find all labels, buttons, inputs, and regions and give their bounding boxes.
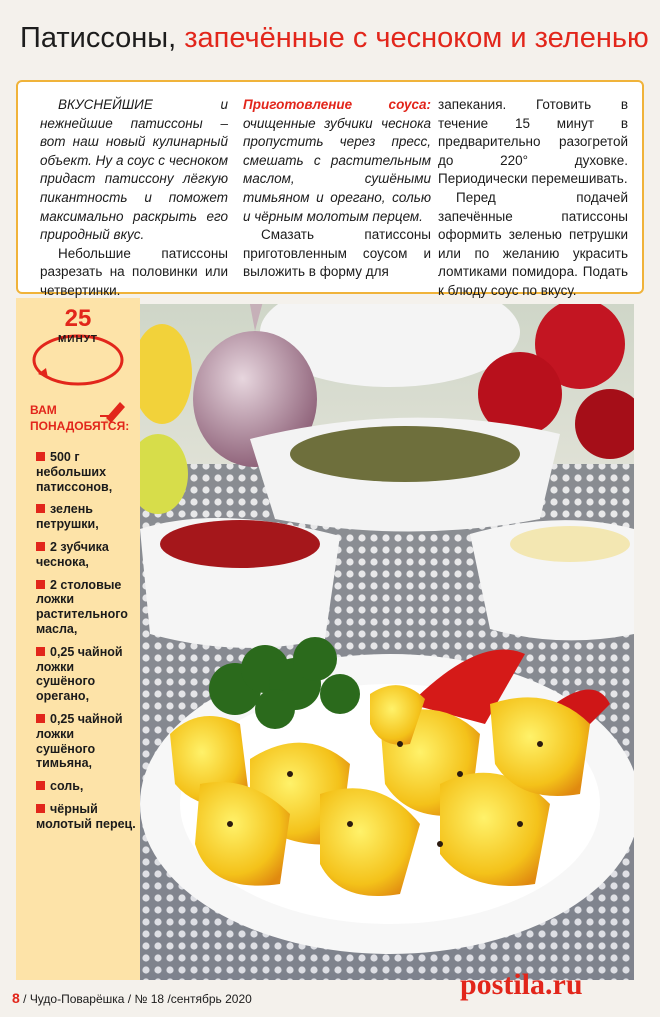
text-column-2 <box>243 96 431 282</box>
time-value: 25 <box>64 305 92 332</box>
cooking-time <box>16 304 140 394</box>
page-number: 8 <box>12 990 20 1006</box>
page-footer: 8 / Чудо-Поварёшка / № 18 /сентябрь 2020 <box>12 990 252 1006</box>
title-accent: запечённые с чесноком и зеленью <box>184 22 649 54</box>
issue-info: № 18 /сентябрь 2020 <box>134 992 252 1006</box>
step-2-continued: запекания. Готовить в течение 15 минут в предварительно разогретой до 220° духовке. Периодически перемешивать. <box>438 97 628 187</box>
ingredient-item: соль, <box>36 779 136 794</box>
intro-paragraph: ВКУСНЕЙШИЕ и нежнейшие патиссоны – вот наш новый кулинарный объект. Ну а соус с чесноком придаст патиссону лёгкую пикантность и поможет максимально раскрыть его природный вкус. <box>40 97 228 243</box>
bullet-icon <box>36 714 45 723</box>
ingredient-item: 500 г небольших патиссонов, <box>36 450 113 494</box>
ingredient-item: 2 зубчика чеснока, <box>36 539 109 569</box>
ingredient-item: зелень петрушки, <box>36 502 99 532</box>
ingredient-item: 2 столовые ложки растительного масла, <box>36 577 128 636</box>
dish-photo <box>140 304 634 980</box>
bullet-icon <box>36 580 45 589</box>
recipe-text-box <box>16 80 644 298</box>
dish-photo-illustration <box>140 304 634 980</box>
sauce-paragraph <box>243 96 431 226</box>
watermark: postila.ru <box>460 968 583 1001</box>
step-3-paragraph: Перед подачей запечённые патиссоны оформить зеленью петрушки или по желанию украсить ломтиками помидора. Подать к блюду соус по вкусу. <box>438 189 628 298</box>
recipe-title <box>20 18 650 58</box>
sauce-text: очищенные зубчики чеснока пропустить через пресс, смешать с растительным маслом, сушёными тимьяном и орегано, солью и чёрным молотым перцем. <box>243 115 431 224</box>
ingredients-list <box>36 450 136 840</box>
sauce-heading: Приготовление соуса: <box>243 97 431 112</box>
text-column-3 <box>438 96 628 301</box>
title-main: Патиссоны, <box>20 22 177 54</box>
ingredient-item: чёрный молотый перец. <box>36 801 136 831</box>
magazine-name: Чудо-Поварёшка <box>29 992 125 1006</box>
step-2-paragraph: Смазать патиссоны приготовленным соусом и выложить в форму для <box>243 227 431 280</box>
ingredients-sidebar <box>16 298 140 980</box>
time-unit: МИНУТ <box>57 334 99 345</box>
step-1-paragraph: Небольшие патиссоны разрезать на половинки или четвертинки. <box>40 245 228 298</box>
ingredient-item: 0,25 чайной ложки сушёного тимьяна, <box>36 711 123 771</box>
bullet-icon <box>36 452 45 461</box>
bullet-icon <box>36 542 45 551</box>
ingredient-item: 0,25 чайной ложки сушёного орегано, <box>36 644 123 704</box>
bullet-icon <box>36 781 45 790</box>
text-column-1 <box>40 96 228 301</box>
bullet-icon <box>36 804 45 813</box>
bullet-icon <box>36 504 45 513</box>
ingredients-heading: ВАМ ПОНАДОБЯТСЯ: <box>30 403 130 433</box>
bullet-icon <box>36 647 45 656</box>
